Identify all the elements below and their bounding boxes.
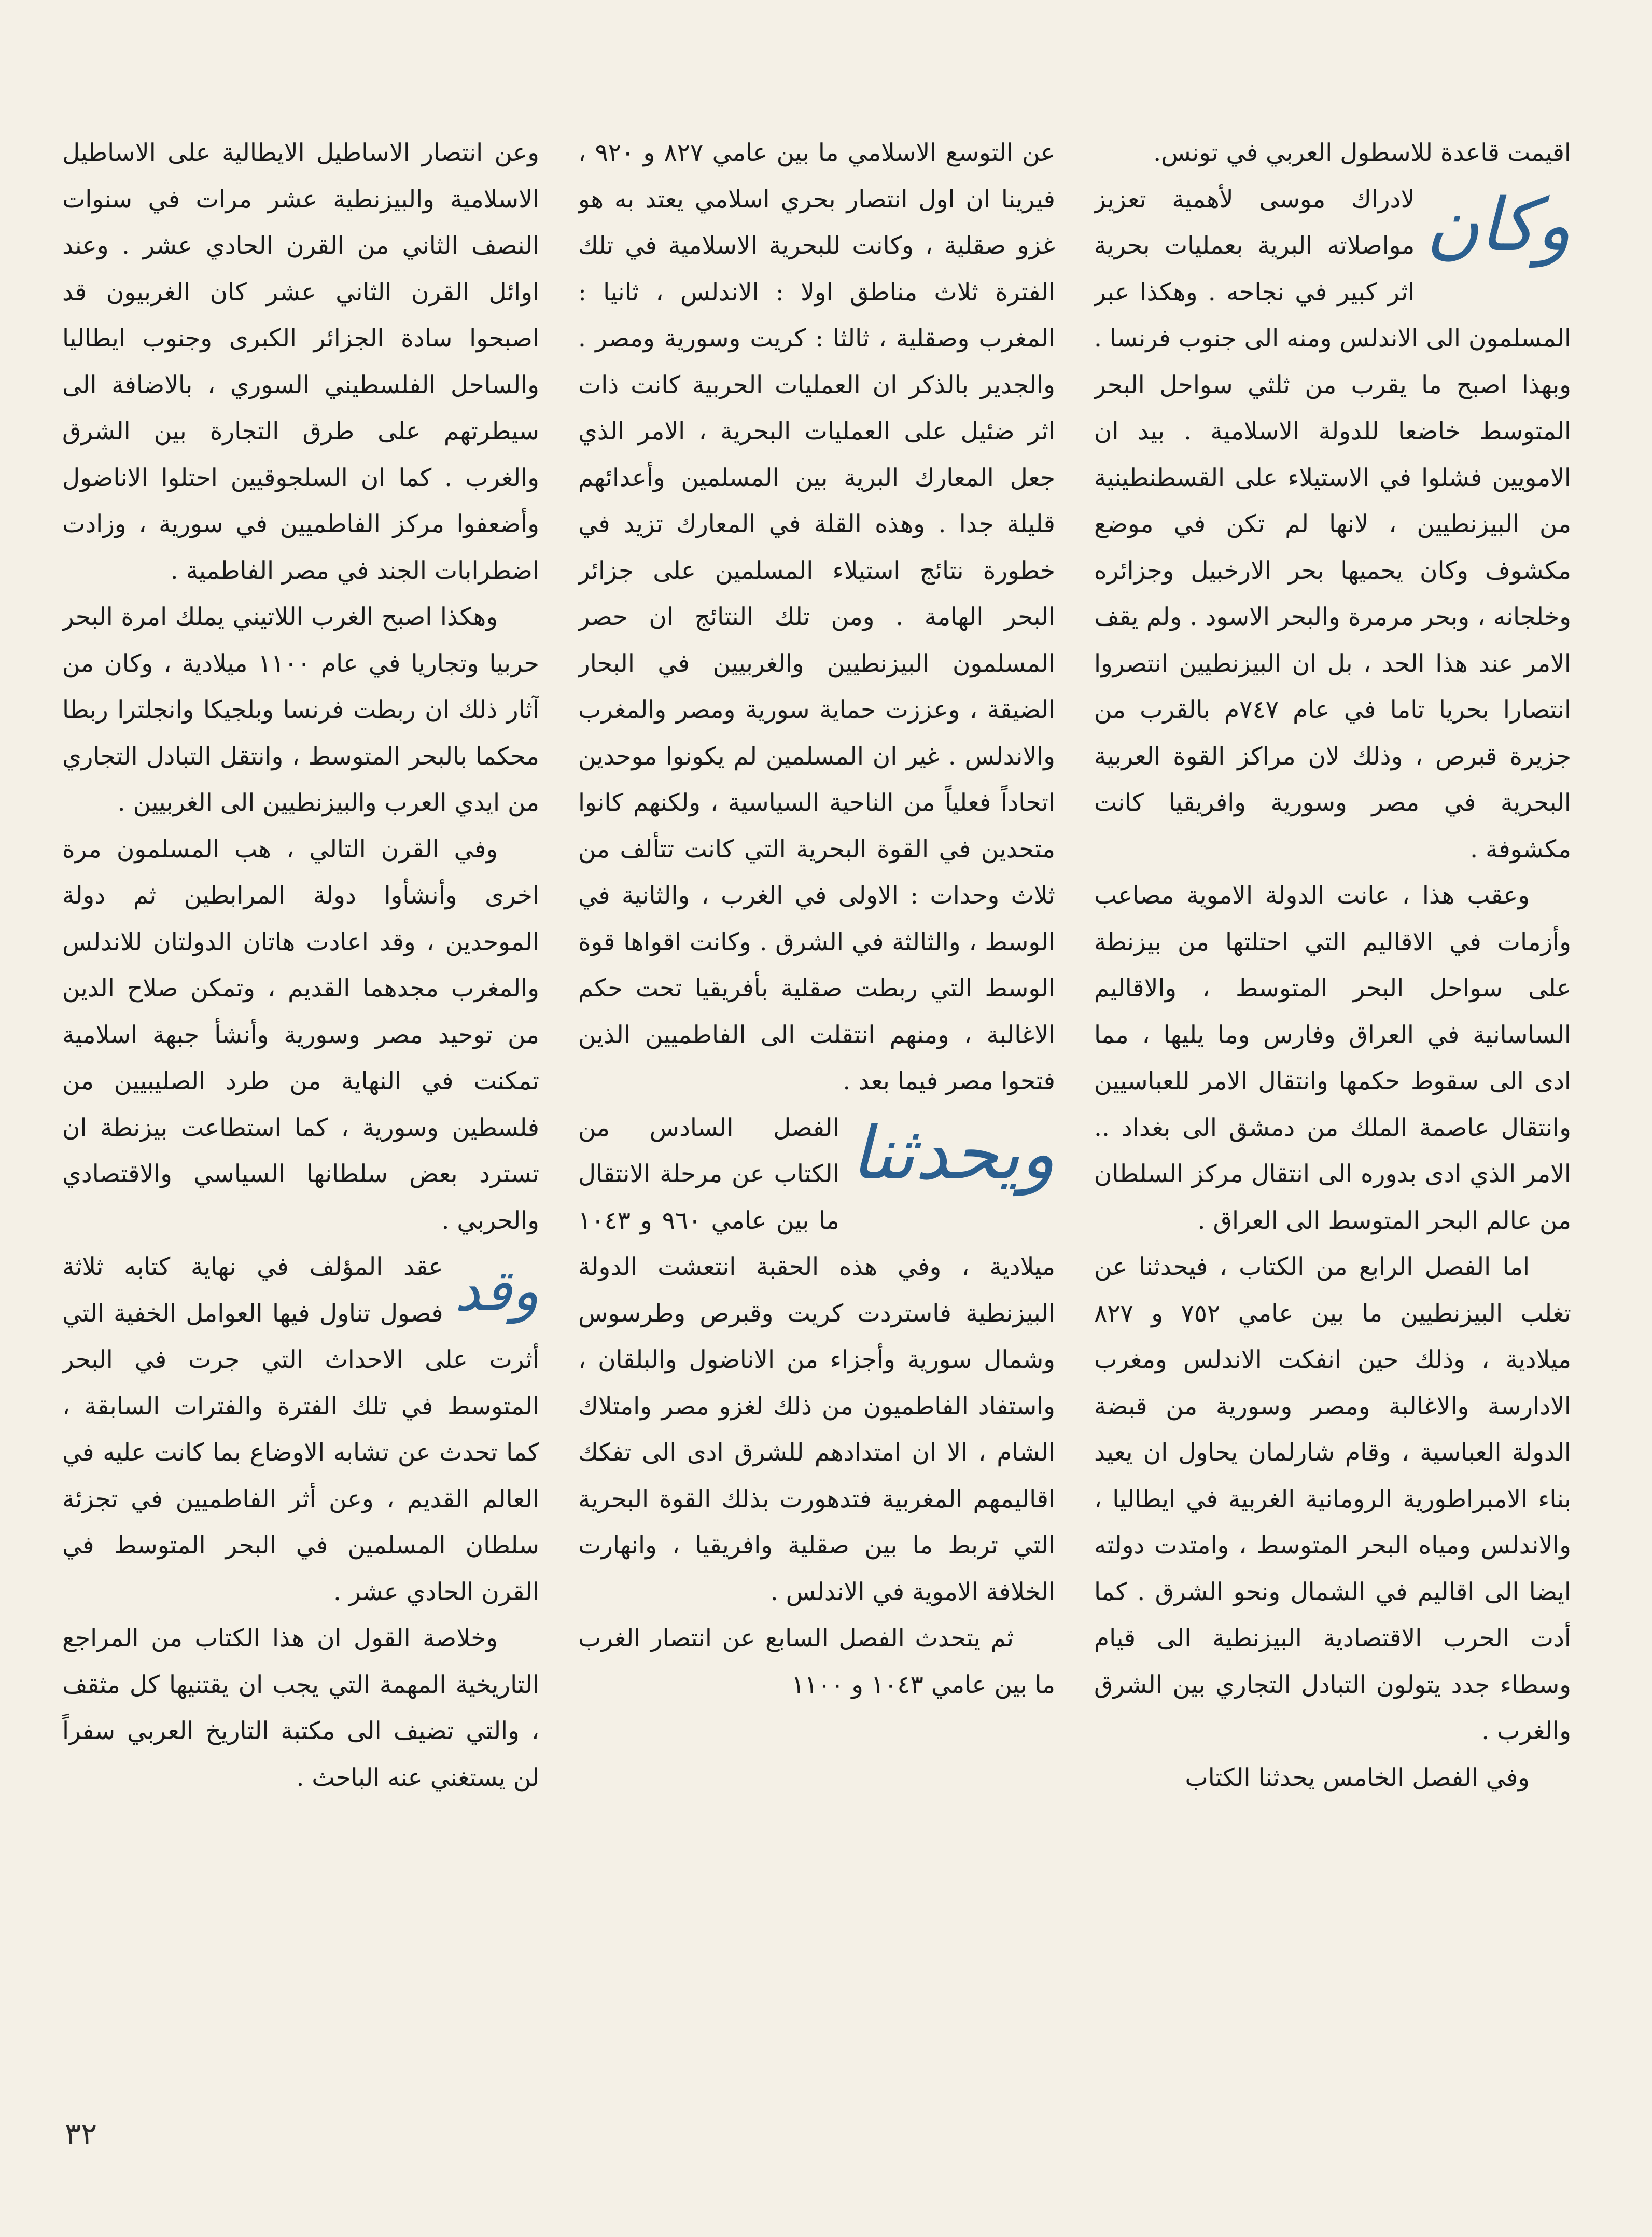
paragraph: ثم يتحدث الفصل السابع عن انتصار الغرب ما بين عامي ١٠٤٣ و ١١٠٠ [578,1624,1055,1699]
paragraph: وفي القرن التالي ، هب المسلمون مرة اخرى وأنشأوا دولة المرابطين ثم دولة الموحدين ، وقد اعادت هاتان الدولتان للاندلس والمغرب مجدهما القديم ، وتمكن صلاح الدين من توحيد مصر وسورية وأنشأ جبهة اسلامية تمكنت في النهاية من طرد الصليبيين من فلسطين وسورية ، كما استطاعت بيزنطة ان تسترد بعض سلطانها السياسي والاقتصادي والحربي . [62,835,539,1235]
paragraph-text: عقد المؤلف في نهاية كتابه ثلاثة فصول تناول فيها العوامل الخفية التي أثرت على الاحداث التي جرت في البحر المتوسط في تلك الفترة والفترات السابقة ، كما تحدث عن تشابه الاوضاع بما كانت عليه في العالم القديم ، وعن أثر الفاطميين في تجزئة سلطان المسلمين في البحر المتوسط في القرن الحادي عشر . [62,1253,539,1606]
paragraph: وهكذا اصبح الغرب اللاتيني يملك امرة البحر حربيا وتجاريا في عام ١١٠٠ ميلادية ، وكان من آثار ذلك ان ربطت فرنسا وبلجيكا وانجلترا ربطا محكما بالبحر المتوسط ، وانتقل التبادل التجاري من ايدي العرب والبيزنطيين الى الغربيين . [62,603,539,817]
paragraph-text: لادراك موسى لأهمية تعزيز مواصلاته البرية بعمليات بحرية اثر كبير في نجاحه . وهكذا عبر المسلمون الى الاندلس ومنه الى جنوب فرنسا . وبهذا اصبح ما يقرب من ثلثي سواحل البحر المتوسط خاضعا للدولة الاسلامية . بيد ان الامويين فشلوا في الاستيلاء على القسطنطينية من البيزنطيين ، لانها لم تكن في موضع مكشوف وكان يحميها بحر الارخبيل وجزائره وخلجانه ، وبحر مرمرة والبحر الاسود . ولم يقف الامر عند هذا الحد ، بل ان البيزنطيين انتصروا انتصارا بحريا تاما في عام ٧٤٧م بالقرب من جزيرة قبرص ، وذلك لان مراكز القوة العربية البحرية في مصر وسورية وافريقيا كانت مكشوفة . [1094,185,1571,864]
paragraph: وفي الفصل الخامس يحدثنا الكتاب [1185,1763,1530,1792]
paragraph: عن التوسع الاسلامي ما بين عامي ٨٢٧ و ٩٢٠ ، فيرينا ان اول انتصار بحري اسلامي يعتد به هو غزو صقلية ، وكانت للبحرية الاسلامية في تلك الفترة ثلاث مناطق اولا : الاندلس ، ثانيا : المغرب وصقلية ، ثالثا : كريت وسورية ومصر . والجدير بالذكر ان العمليات الحربية كانت ذات اثر ضئيل على العمليات البحرية ، الامر الذي جعل المعارك البرية بين المسلمين وأعدائهم قليلة جدا . وهذه القلة في المعارك تزيد في خطورة نتائج استيلاء المسلمين على جزائر البحر الهامة . ومن تلك النتائج ان حصر المسلمون البيزنطيين والغربيين في البحار الضيقة ، وعززت حماية سورية ومصر والمغرب والاندلس . غير ان المسلمين لم يكونوا موحدين اتحاداً فعلياً من الناحية السياسية ، ولكنهم كانوا متحدين في القوة البحرية التي كانت تتألف من ثلاث وحدات : الاولى في الغرب ، والثانية في الوسط ، والثالثة في الشرق . وكانت اقواها قوة الوسط التي ربطت صقلية بأفريقيا تحت حكم الاغالبة ، ومنهم انتقلت الى الفاطميين الذين فتحوا مصر فيما بعد . [578,138,1055,1095]
decorative-drop-word: وقد [454,1257,539,1324]
paragraph: اما الفصل الرابع من الكتاب ، فيحدثنا عن تغلب البيزنطيين ما بين عامي ٧٥٢ و ٨٢٧ ميلادية ، وذلك حين انفكت الاندلس ومغرب الادارسة والاغالبة ومصر وسورية من قبضة الدولة العباسية ، وقام شارلمان يحاول ان يعيد بناء الامبراطورية الرومانية الغربية في ايطاليا ، والاندلس ومياه البحر المتوسط ، وامتدت دولته ايضا الى اقاليم في الشمال ونحو الشرق . كما أدت الحرب الاقتصادية البيزنطية الى قيام وسطاء جدد يتولون التبادل التجاري بين الشرق والغرب . [1094,1253,1571,1745]
column-middle [578,130,1055,2152]
column-right [1094,130,1571,2152]
paragraph: اقيمت قاعدة للاسطول العربي في تونس. [1153,138,1571,167]
decorative-drop-word: ويحدثنا [850,1111,1055,1196]
paragraph-with-drop-cap [578,1105,1055,1616]
column-left [62,130,539,2152]
paragraph-with-drop-cap [62,1244,539,1615]
paragraph: وخلاصة القول ان هذا الكتاب من المراجع التاريخية المهمة التي يجب ان يقتنيها كل مثقف ، والتي تضيف الى مكتبة التاريخ العربي سفراً لن يستغني عنه الباحث . [62,1624,539,1792]
paragraph: وعقب هذا ، عانت الدولة الاموية مصاعب وأزمات في الاقاليم التي احتلتها من بيزنطة على سواحل البحر المتوسط ، والاقاليم الساسانية في العراق وفارس وما يليها ، مما ادى الى سقوط حكمها وانتقال الامر للعباسيين وانتقال عاصمة الملك من دمشق الى بغداد .. الامر الذي ادى بدوره الى انتقال مركز السلطان من عالم البحر المتوسط الى العراق . [1094,881,1571,1235]
paragraph-text: الفصل السادس من الكتاب عن مرحلة الانتقال ما بين عامي ٩٦٠ و ١٠٤٣ ميلادية ، وفي هذه الحقبة انتعشت الدولة البيزنطية فاستردت كريت وقبرص وطرسوس وشمال سورية وأجزاء من الاناضول والبلقان ، واستفاد الفاطميون من ذلك لغزو مصر وامتلاك الشام ، الا ان امتدادهم للشرق ادى الى تفكك اقاليمهم المغربية فتدهورت بذلك القوة البحرية التي تربط ما بين صقلية وافريقيا ، وانهارت الخلافة الاموية في الاندلس . [578,1113,1055,1606]
paragraph: وعن انتصار الاساطيل الايطالية على الاساطيل الاسلامية والبيزنطية عشر مرات في سنوات النصف الثاني من القرن الحادي عشر . وعند اوائل القرن الثاني عشر كان الغربيون قد اصبحوا سادة الجزائر الكبرى وجنوب ايطاليا والساحل الفلسطيني السوري ، بالاضافة الى سيطرتهم على طرق التجارة بين الشرق والغرب . كما ان السلجوقيين احتلوا الاناضول وأضعفوا مركز الفاطميين في سورية ، وزادت اضطرابات الجند في مصر الفاطمية . [62,138,539,585]
decorative-drop-word: وكان [1426,183,1571,268]
page-number: ٣٢ [65,2116,97,2151]
paragraph-with-drop-cap [1094,176,1571,873]
